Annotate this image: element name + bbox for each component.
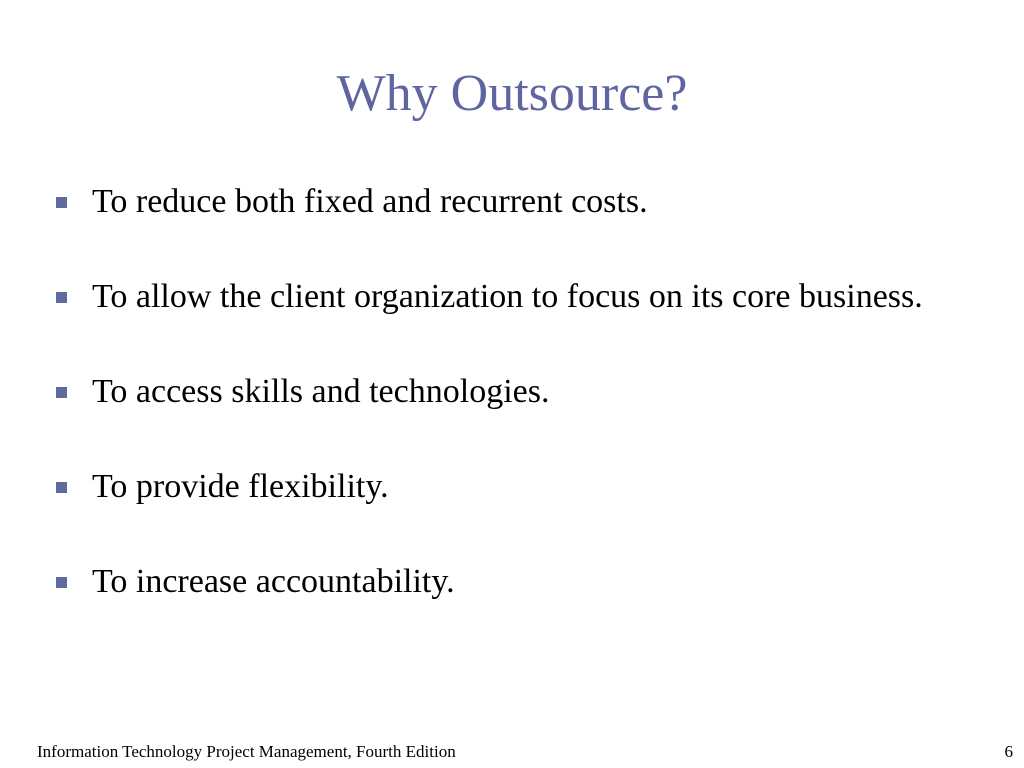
bullet-list xyxy=(56,178,956,653)
bullet-item xyxy=(56,178,956,226)
bullet-item xyxy=(56,463,956,511)
slide-title: Why Outsource? xyxy=(336,65,688,122)
square-bullet-icon xyxy=(56,577,67,588)
bullet-text: To access skills and technologies. xyxy=(92,373,550,410)
footer-text: Information Technology Project Management, Fourth Edition xyxy=(37,742,456,761)
square-bullet-icon xyxy=(56,292,67,303)
bullet-text: To allow the client organization to focus on its core business. xyxy=(92,278,923,315)
bullet-text: To increase accountability. xyxy=(92,563,455,600)
bullet-text: To reduce both fixed and recurrent costs. xyxy=(92,183,648,220)
square-bullet-icon xyxy=(56,387,67,398)
square-bullet-icon xyxy=(56,482,67,493)
square-bullet-icon xyxy=(56,197,67,208)
bullet-item xyxy=(56,368,956,416)
bullet-item xyxy=(56,558,956,606)
page-number: 6 xyxy=(1004,742,1013,761)
bullet-item xyxy=(56,273,956,321)
bullet-text: To provide flexibility. xyxy=(92,468,389,505)
